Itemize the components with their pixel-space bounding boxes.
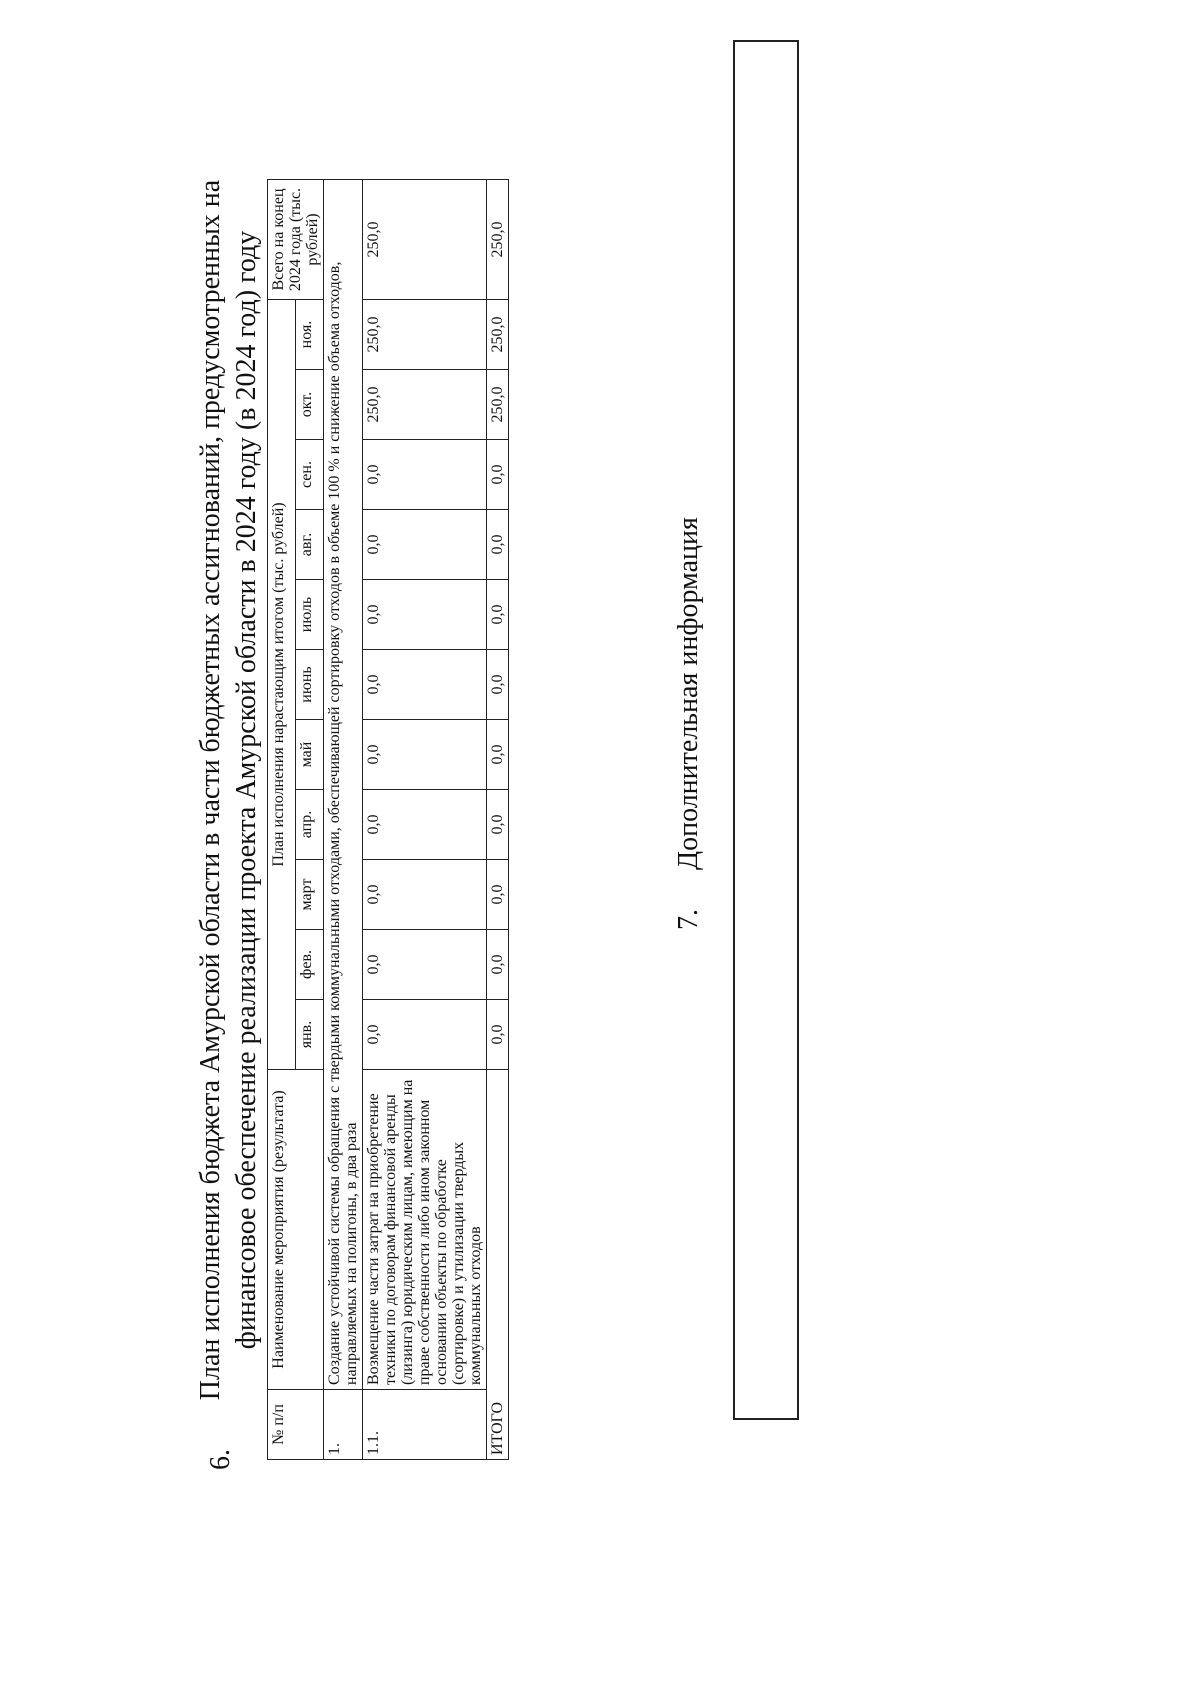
month-header: авг. bbox=[296, 510, 324, 580]
section-6-title-line1: План исполнения бюджета Амурской области в части бюджетных ассигнований, предусмотренных на bbox=[195, 179, 226, 1401]
month-header: ноя. bbox=[296, 300, 324, 370]
row-total-cell: 250,0 bbox=[363, 180, 487, 300]
month-header: апр. bbox=[296, 790, 324, 860]
table-total-row bbox=[487, 180, 509, 1460]
total-value-cell: 0,0 bbox=[487, 580, 509, 650]
row-value-cell: 250,0 bbox=[363, 370, 487, 440]
row-name: Возмещение части затрат на приобретение техники по договорам финансовой аренды (лизинга) юридическим лицам, имеющим на праве собственности либо ином законном основании объекты по обработке (сортировке) и утилизации твердых коммунальных отходов bbox=[363, 1070, 487, 1390]
header-number: № п/п bbox=[268, 1390, 324, 1460]
total-value-cell: 0,0 bbox=[487, 510, 509, 580]
total-value-cell: 0,0 bbox=[487, 650, 509, 720]
section-7-title: Дополнительная информация bbox=[673, 517, 704, 870]
section-7-empty-box bbox=[733, 40, 799, 1420]
section-7-number: 7. bbox=[673, 909, 704, 930]
row-value-cell: 0,0 bbox=[363, 930, 487, 1000]
total-label: ИТОГО bbox=[487, 1070, 509, 1460]
row-value-cell: 0,0 bbox=[363, 440, 487, 510]
row-number: 1.1. bbox=[363, 1390, 487, 1460]
total-value-cell: 250,0 bbox=[487, 300, 509, 370]
section-6-number: 6. bbox=[205, 1449, 236, 1470]
total-value-cell: 0,0 bbox=[487, 790, 509, 860]
total-value-cell: 0,0 bbox=[487, 930, 509, 1000]
table-row bbox=[363, 180, 487, 1460]
row-value-cell: 0,0 bbox=[363, 860, 487, 930]
month-header: фев. bbox=[296, 930, 324, 1000]
table-group-row bbox=[324, 180, 363, 1460]
month-header: янв. bbox=[296, 1000, 324, 1070]
budget-plan-table bbox=[267, 179, 509, 1460]
section-6-title-line2: финансовое обеспечение реализации проекта Амурской области в 2024 году (в 2024 год) году bbox=[231, 230, 262, 1350]
row-value-cell: 250,0 bbox=[363, 300, 487, 370]
row-value-cell: 0,0 bbox=[363, 720, 487, 790]
row-value-cell: 0,0 bbox=[363, 580, 487, 650]
month-header: июнь bbox=[296, 650, 324, 720]
row-value-cell: 0,0 bbox=[363, 650, 487, 720]
total-value-cell: 0,0 bbox=[487, 440, 509, 510]
total-total-cell: 250,0 bbox=[487, 180, 509, 300]
month-header: май bbox=[296, 720, 324, 790]
row-value-cell: 0,0 bbox=[363, 510, 487, 580]
header-plan: План исполнения нарастающим итогом (тыс. рублей) bbox=[268, 300, 296, 1070]
section-6-title bbox=[193, 90, 265, 1490]
total-value-cell: 250,0 bbox=[487, 370, 509, 440]
table-header-row bbox=[268, 180, 296, 1460]
month-header: сен. bbox=[296, 440, 324, 510]
total-value-cell: 0,0 bbox=[487, 1000, 509, 1070]
row-value-cell: 0,0 bbox=[363, 1000, 487, 1070]
total-value-cell: 0,0 bbox=[487, 720, 509, 790]
rotated-page bbox=[193, 30, 833, 1590]
group-number: 1. bbox=[324, 1390, 363, 1460]
total-value-cell: 0,0 bbox=[487, 860, 509, 930]
group-text: Создание устойчивой системы обращения с твердыми коммунальными отходами, обеспечивающей сортировку отходов в объеме 100 % и снижение объема отходов, направляемых на полигоны, в два раза bbox=[324, 180, 363, 1390]
row-value-cell: 0,0 bbox=[363, 790, 487, 860]
header-total: Всего на конец 2024 года (тыс. рублей) bbox=[268, 180, 324, 300]
month-header: окт. bbox=[296, 370, 324, 440]
month-header: июль bbox=[296, 580, 324, 650]
month-header: март bbox=[296, 860, 324, 930]
header-name: Наименование мероприятия (результата) bbox=[268, 1070, 324, 1390]
